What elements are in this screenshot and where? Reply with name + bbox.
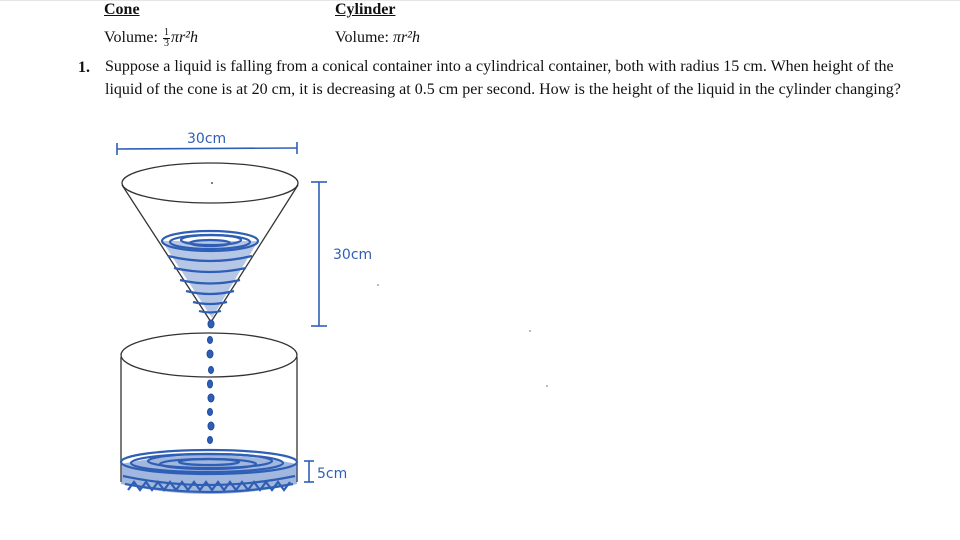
falling-liquid-drops [207, 320, 214, 444]
cone-center-dot [211, 182, 213, 184]
cone-liquid-fill [162, 241, 258, 318]
cylinder-title: Cylinder [335, 1, 396, 18]
cone-volume-label: Volume: [104, 29, 162, 47]
cylinder-volume-expr: πr²h [392, 29, 420, 46]
cylinder-liquid-height-label: 5cm [317, 466, 348, 482]
problem-number: 1. [78, 59, 90, 76]
speck [529, 330, 531, 332]
speck [546, 385, 548, 387]
cone-height-label: 30cm [333, 247, 373, 263]
cone-title: Cone [104, 1, 140, 18]
cone-height-dimension [311, 182, 327, 326]
one-third-fraction: $\frac{1}{3}$ [163, 27, 169, 49]
cone-volume-expr: πr²h [170, 29, 198, 47]
speck [377, 284, 379, 286]
cylinder-volume-label: Volume: [335, 29, 393, 46]
cylinder-liquid-height-dimension [304, 461, 314, 482]
problem-text: Suppose a liquid is falling from a conical container into a cylindrical container, both with radius 15 cm. When height of the liquid of the cone is at 20 cm, it is decreasing at 0.5 cm per second. How is the height of the liquid in the cylinder changing? [105, 58, 901, 98]
cone-diameter-label: 30cm [187, 131, 227, 147]
